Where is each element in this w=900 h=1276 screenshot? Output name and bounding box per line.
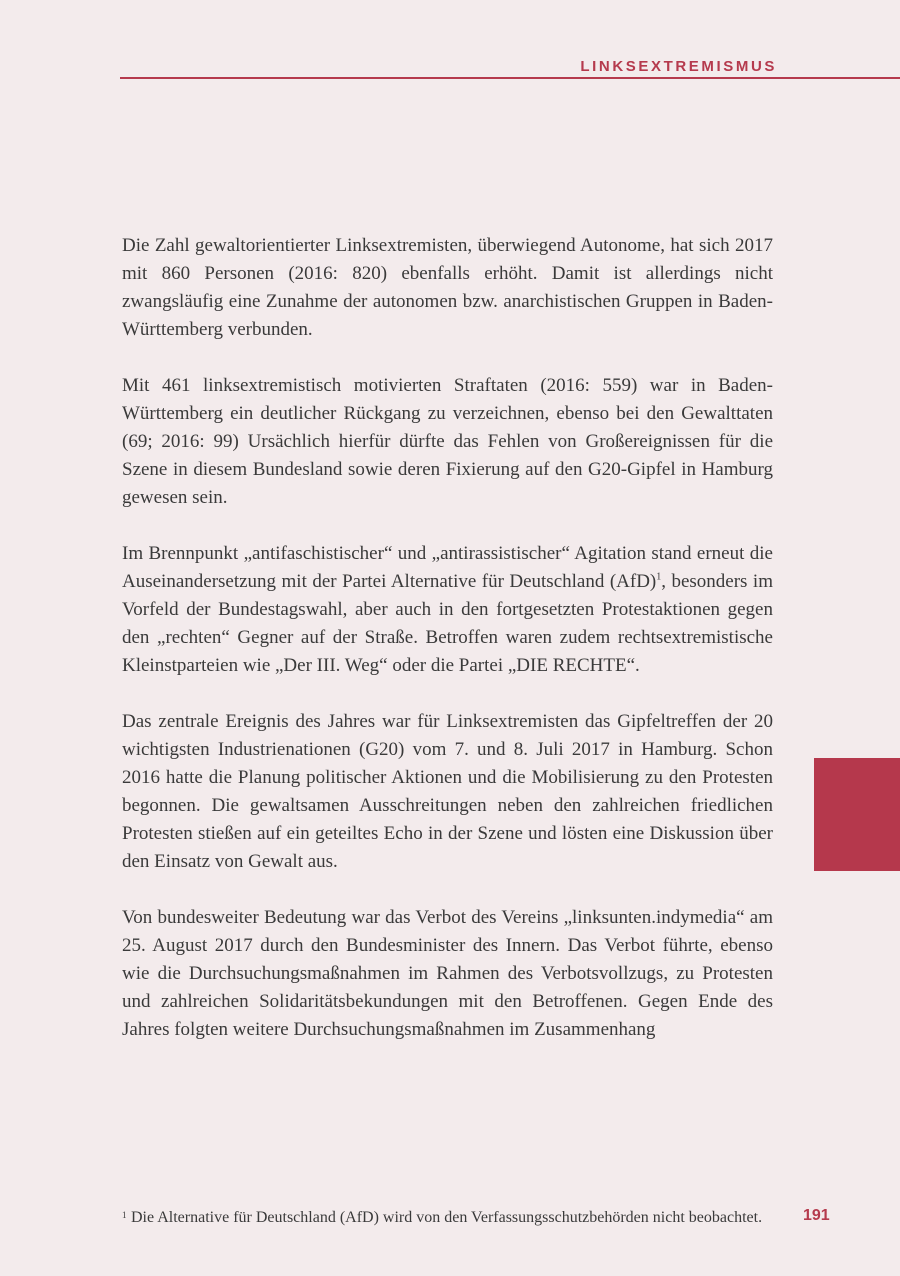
- footnote-text: Die Alternative für Deutschland (AfD) wird von den Verfassungsschutzbehörden nicht beobachtet.: [131, 1209, 763, 1226]
- main-text: [122, 232, 773, 1072]
- paragraph-3: [122, 540, 773, 680]
- paragraph-3-text-end: , besonders im Vorfeld der Bundestagswahl, aber auch in den fortgesetzten Protestaktionen gegen den „rechten“ Gegner auf der Straße. Betroffen waren zudem rechtsextremistische Kleinstparteien wie „Der III. Weg“ oder die Partei „DIE RECHTE“.: [122, 571, 773, 676]
- header-divider: [120, 77, 900, 79]
- chapter-tab-marker: [814, 758, 900, 871]
- paragraph-5: Von bundesweiter Bedeutung war das Verbot des Vereins „linksunten.indymedia“ am 25. August 2017 durch den Bundesminister des Innern. Das Verbot führte, ebenso wie die Durchsuchungsmaßnahmen im Rahmen des Verbotsvollzugs, zu Protesten und zahlreichen Solidaritätsbekundungen mit den Betroffenen. Gegen Ende des Jahres folgten weitere Durchsuchungsmaßnahmen im Zusammenhang: [122, 907, 773, 1040]
- paragraph-4: Das zentrale Ereignis des Jahres war für Linksextremisten das Gipfeltreffen der 20 wichtigsten Industrienationen (G20) vom 7. und 8. Juli 2017 in Hamburg. Schon 2016 hatte die Planung politischer Aktionen und die Mobilisierung zu den Protesten begonnen. Die gewaltsamen Ausschreitungen neben den zahlreichen friedlichen Protesten stießen auf ein geteiltes Echo in der Szene und lösten eine Diskussion über den Einsatz von Gewalt aus.: [122, 711, 773, 872]
- paragraph-3-text-start: Im Brennpunkt „antifaschistischer“ und „antirassistischer“ Agitation stand erneut die Auseinandersetzung mit der Partei Alternative für Deutschland (AfD): [122, 543, 773, 592]
- paragraph-1: Die Zahl gewaltorientierter Linksextremisten, überwiegend Autonome, hat sich 2017 mit 860 Personen (2016: 820) ebenfalls erhöht. Damit ist allerdings nicht zwangsläufig eine Zunahme der autonomen bzw. anarchistischen Gruppen in Baden-Württemberg verbunden.: [122, 235, 773, 340]
- footnote-mark: 1: [122, 1210, 127, 1220]
- footnote-reference[interactable]: 1: [656, 571, 662, 583]
- page-number: 191: [803, 1207, 830, 1224]
- paragraph-2: Mit 461 linksextremistisch motivierten Straftaten (2016: 559) war in Baden-Württemberg ein deutlicher Rückgang zu verzeichnen, ebenso bei den Gewalttaten (69; 2016: 99) Ursächlich hierfür dürfte das Fehlen von Großereignissen für die Szene in diesem Bundesland sowie deren Fixierung auf den G20-Gipfel in Hamburg gewesen sein.: [122, 375, 773, 508]
- section-title: LINKSEXTREMISMUS: [580, 58, 777, 75]
- footnote: [122, 1208, 777, 1227]
